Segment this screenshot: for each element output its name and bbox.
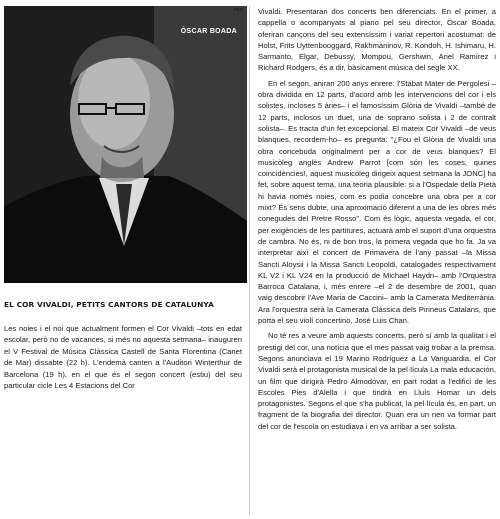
photo-caption: ÒSCAR BOADA [180,28,237,35]
portrait-illustration [4,6,247,283]
left-column [4,300,242,391]
portrait-photo [4,6,247,283]
right-column [258,6,496,436]
body-paragraph-3: No té res a veure amb aquests concerts, però sí amb la qualitat i el prestigi del cor, una notícia que el mes passat vaig trobar a la premsa. Segons anunciava el 19 Marino Rodríguez a La Vanguardia, el Cor Vivaldi serà el protagonista musical de la pel·lícula La mala educación, un film que dirigirà Pedro Almodóvar, en part rodat a l'edifici de les Escoles Pies d'Alella i que tindrà en Lluís Homar un dels protagonistes. Segons el que s'ha publicat, la pel·lícula és, en part, un fragment de la biografia del director. Quan era un nen va formar part del cor de l'escola on estudiava i en va arribar a ser solista. [258,331,496,431]
article-intro-paragraph: Les noies i el noi que actualment formen el Cor Vivaldi –tots en edat escolar, però no de vacances, si més no aquesta setmana– inauguren el V Festival de Música Clàssica Castell de Santa Florentina (Canet de Mar) dissabte (22 h). L'endemà canten a l'Auditori Winterthur de Barcelona (19 h), en el que és el segon concert (estiu) del seu particular cicle Les 4 Estacions del Cor [4,324,242,391]
article-headline: EL COR VIVALDI, PETITS CANTORS DE CATALUNYA [4,300,214,309]
body-paragraph-2: En el segon, aniran 200 anys enrere: l'Stabat Mater de Pergolesi –obra dividida en 12 parts, d'acord amb les intervencions del cor i els solistes, incloses 5 àries– i el famosíssim Glòria de Vivaldi –també de 12 parts, inclosos un duet, una de soprano solista i 2 de contralt solista–. Es tracta d'un fet excepcional. El mateix Cor Vivaldi –de veus blanques, recordem-ho– es pregunta: "¿Fou el Glòria de Vivaldi una obra concebuda originalment per a cor de veus blanques? El musicòleg anglès Andrew Parrot [com són les coses, quines coincidències!, aquest musicòleg dirigeix aquest setmana la JONC] ha fet, sobre aquest tema, una teoria plausible: si a l'Ospedale della Pietà hi havia només noies, com es podia concebre una obra per a cor mixt? És sens dubte, una aproximació diferent a una de les obres més conegudes del Pretre Rosso". Com és lògic, aquesta vegada, el cor, per exigències de les partitures, actuarà amb el suport d'una orquestra de cambra. No és, ni de bon tros, la primera vegada que ho fa. Ja va interpretar així el concert de Primavera de l'any passat –la Missa Sancti Aloysii i la Missa Sancti Leopoldi, catalogades respectivament KL V2 i KL V24 en la producció de Michael Haydn– amb l'Orquestra Barroca Catalana, i, més enrere –el 2 de desembre de 2001, quan vaig descobrir l'Ave Maria de Caccini– amb la Camerata Mediterrània. Ara l'orquestra serà la Camerata Clàssica dels Pirineus Catalans, que porta el seu violí concertino, José Luis Chan. [258,78,496,326]
body-paragraph-1: Vivaldi. Presentaran dos concerts ben diferenciats. En el primer, a cappella o acompanyats al piano pel seu director, Òscar Boada, oferiran cançons del seu extensíssim i variat repertori acostumat: de Holst, Frits Uyttenbooggard, Rakhmàninov, R. Kondoh, H. Ishimaru, H. Sarmanto, Elgar, Debussy, Mompou, Gershwin, Ariel Ramírez i Richard Rodgers, és a dir, bàsicament música del segle XX. [258,7,496,73]
photo-credit: R&C [233,7,243,12]
column-divider [249,6,250,516]
